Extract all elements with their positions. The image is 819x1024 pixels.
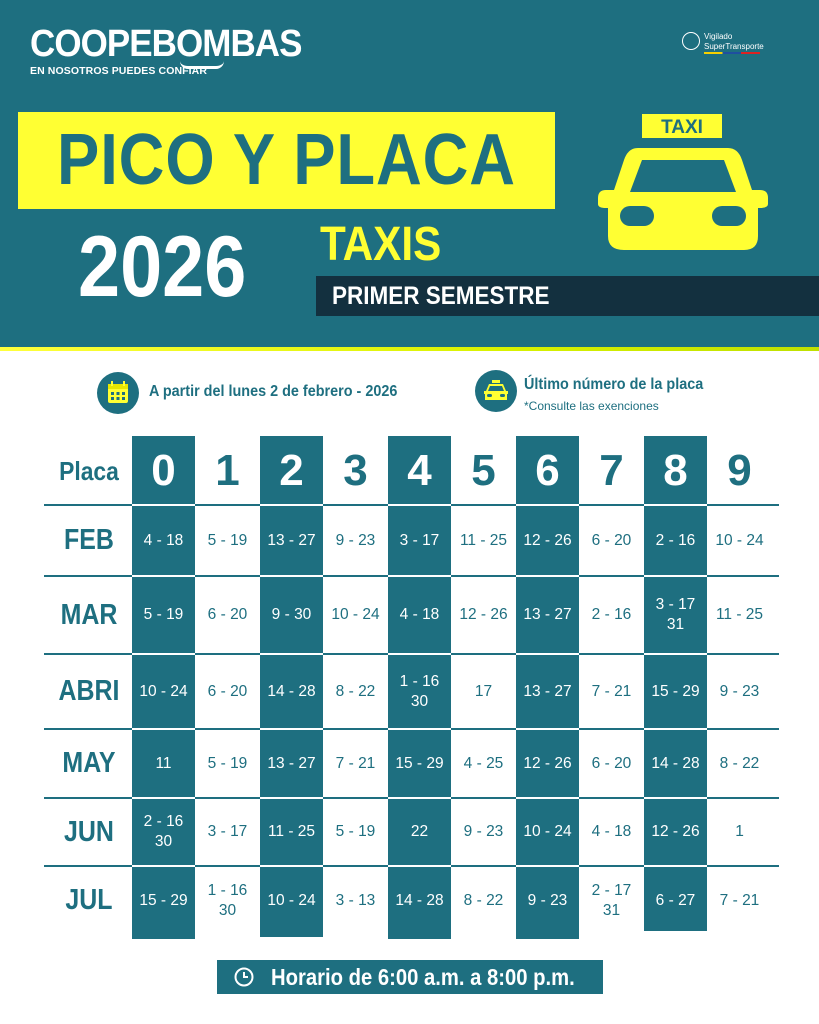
date-cell	[196, 505, 259, 576]
date-text: 5 - 19	[207, 754, 248, 772]
date-text: 8 - 22	[335, 682, 376, 700]
clock-icon	[234, 967, 254, 987]
date-cell	[580, 576, 643, 654]
date-cell	[516, 866, 579, 935]
date-cell	[516, 505, 579, 576]
date-text: 10 - 24	[267, 891, 316, 909]
date-text: 3 - 17	[655, 596, 696, 613]
date-cell	[516, 798, 579, 866]
date-text: 8 - 22	[463, 891, 504, 909]
date-cell	[196, 866, 259, 935]
date-text: 30	[218, 901, 237, 919]
date-text: 3 - 17	[207, 823, 248, 840]
date-cell	[260, 729, 323, 798]
date-text: 6 - 27	[655, 891, 696, 909]
date-text: 15 - 29	[651, 682, 700, 700]
date-text: 17	[474, 682, 493, 700]
date-text: 22	[410, 823, 429, 840]
date-text: 2 - 16	[143, 813, 184, 830]
date-text: 30	[410, 692, 429, 710]
date-text: 12 - 26	[651, 823, 700, 840]
month-label: ABRI	[58, 675, 120, 707]
date-text: 12 - 26	[523, 754, 572, 772]
date-cell	[452, 798, 515, 866]
date-cell	[516, 576, 579, 654]
date-cell	[260, 576, 323, 654]
date-cell	[644, 729, 707, 798]
date-cell	[388, 729, 451, 798]
date-text: 11 - 25	[267, 823, 316, 840]
date-text: 12 - 26	[459, 606, 508, 623]
digit-header-0: 0	[151, 446, 176, 495]
date-cell	[708, 576, 771, 654]
date-cell	[324, 729, 387, 798]
date-cell	[388, 505, 451, 576]
date-cell	[388, 798, 451, 866]
date-text: 30	[154, 833, 173, 850]
date-cell	[388, 576, 451, 654]
date-text: 15 - 29	[395, 754, 444, 772]
month-label: JUL	[65, 884, 113, 916]
digit-header-9: 9	[727, 446, 752, 495]
date-cell	[388, 866, 451, 935]
date-text: 9 - 23	[527, 891, 568, 909]
date-cell	[260, 798, 323, 866]
date-text: 13 - 27	[267, 531, 316, 549]
year-label: 2026	[78, 219, 247, 315]
date-cell	[580, 798, 643, 866]
date-cell	[708, 654, 771, 729]
date-cell	[132, 866, 195, 935]
date-text: 2 - 16	[655, 531, 696, 549]
date-text: 6 - 20	[591, 531, 632, 549]
hours-text: Horario de 6:00 a.m. a 8:00 p.m.	[271, 964, 575, 990]
date-text: 9 - 23	[463, 823, 504, 840]
date-text: 31	[602, 901, 621, 919]
date-text: 1 - 16	[207, 881, 248, 899]
start-date-text: A partir del lunes 2 de febrero - 2026	[149, 383, 398, 400]
date-text: 12 - 26	[523, 531, 572, 549]
date-text: 5 - 19	[335, 823, 376, 840]
date-cell	[132, 505, 195, 576]
month-label: FEB	[64, 524, 114, 556]
date-text: 13 - 27	[267, 754, 316, 772]
date-text: 8 - 22	[719, 754, 760, 772]
date-text: 14 - 28	[395, 891, 444, 909]
date-text: 14 - 28	[651, 754, 700, 772]
date-text: 7 - 21	[335, 754, 376, 772]
date-cell	[452, 576, 515, 654]
date-text: 9 - 23	[335, 531, 376, 549]
month-label: JUN	[64, 816, 114, 848]
date-cell	[452, 505, 515, 576]
date-text: 6 - 20	[207, 682, 248, 700]
date-text: 11	[155, 754, 172, 772]
page-title: PICO Y PLACA	[57, 120, 516, 200]
date-cell	[132, 729, 195, 798]
month-label: MAR	[60, 599, 118, 631]
date-cell	[324, 866, 387, 935]
date-cell	[196, 576, 259, 654]
date-text: 1	[735, 823, 744, 840]
vehicle-type: TAXIS	[320, 218, 442, 271]
date-cell	[708, 729, 771, 798]
date-text: 10 - 24	[523, 823, 572, 840]
date-text: 4 - 18	[399, 606, 440, 623]
date-text: 4 - 18	[591, 823, 632, 840]
date-cell	[324, 576, 387, 654]
date-text: 13 - 27	[523, 682, 572, 700]
digit-header-3: 3	[343, 446, 368, 495]
last-digit-label: Último número de la placa	[524, 376, 704, 393]
date-cell	[516, 654, 579, 729]
date-text: 14 - 28	[267, 682, 316, 700]
date-text: 11 - 25	[715, 606, 764, 623]
date-cell	[452, 729, 515, 798]
date-cell	[708, 866, 771, 935]
month-label: MAY	[62, 747, 116, 779]
date-cell	[708, 798, 771, 866]
digit-header-1: 1	[215, 446, 240, 495]
date-cell	[260, 654, 323, 729]
date-cell	[196, 654, 259, 729]
exemptions-note: *Consulte las exenciones	[524, 399, 659, 413]
date-cell	[580, 866, 643, 935]
date-cell	[324, 505, 387, 576]
date-cell	[580, 654, 643, 729]
date-cell	[260, 505, 323, 576]
date-text: 10 - 24	[331, 606, 380, 623]
date-cell	[644, 798, 707, 866]
date-cell	[580, 729, 643, 798]
date-cell	[516, 729, 579, 798]
date-cell	[196, 798, 259, 866]
date-text: 3 - 17	[399, 531, 440, 549]
date-cell	[452, 866, 515, 935]
hours-box	[217, 960, 603, 994]
brand-tagline: EN NOSOTROS PUEDES CONFIAR	[30, 65, 208, 77]
date-text: 2 - 16	[591, 606, 632, 623]
date-cell	[196, 729, 259, 798]
date-cell	[132, 798, 195, 866]
date-text: 5 - 19	[207, 531, 248, 549]
date-cell	[324, 798, 387, 866]
date-text: 6 - 20	[207, 606, 248, 623]
date-text: 6 - 20	[591, 754, 632, 772]
date-text: 2 - 17	[591, 881, 632, 899]
date-text: 7 - 21	[719, 891, 760, 909]
date-cell	[644, 866, 707, 935]
brand-name: COOPEBOMBAS	[30, 23, 302, 65]
date-text: 10 - 24	[139, 682, 188, 700]
digit-header-4: 4	[407, 446, 432, 495]
date-cell	[132, 576, 195, 654]
digit-header-8: 8	[663, 446, 688, 495]
date-text: 9 - 30	[271, 606, 312, 623]
digit-header-7: 7	[599, 446, 624, 495]
supervision-line2: SuperTransporte	[704, 42, 764, 51]
date-text: 31	[666, 616, 685, 633]
supervision-line1: Vigilado	[704, 32, 733, 41]
date-cell	[324, 654, 387, 729]
digit-header-5: 5	[471, 446, 496, 495]
date-text: 10 - 24	[715, 531, 764, 549]
date-text: 4 - 25	[463, 754, 504, 772]
digit-header-2: 2	[279, 446, 304, 495]
date-cell	[132, 654, 195, 729]
date-cell	[644, 654, 707, 729]
date-text: 1 - 16	[399, 672, 440, 690]
date-text: 13 - 27	[523, 606, 572, 623]
date-text: 15 - 29	[139, 891, 188, 909]
date-text: 11 - 25	[459, 531, 508, 549]
digit-header-6: 6	[535, 446, 560, 495]
date-cell	[260, 866, 323, 935]
date-text: 4 - 18	[143, 531, 184, 549]
date-text: 3 - 13	[335, 891, 376, 909]
date-cell	[580, 505, 643, 576]
semester-label: PRIMER SEMESTRE	[332, 282, 550, 310]
date-text: 7 - 21	[591, 682, 632, 700]
date-text: 9 - 23	[719, 682, 760, 700]
date-cell	[388, 654, 451, 729]
date-cell	[644, 576, 707, 654]
date-text: 5 - 19	[143, 606, 184, 623]
date-cell	[708, 505, 771, 576]
taxi-sign-text: TAXI	[661, 117, 703, 138]
date-cell	[452, 654, 515, 729]
placa-header: Placa	[59, 456, 119, 486]
date-cell	[644, 505, 707, 576]
